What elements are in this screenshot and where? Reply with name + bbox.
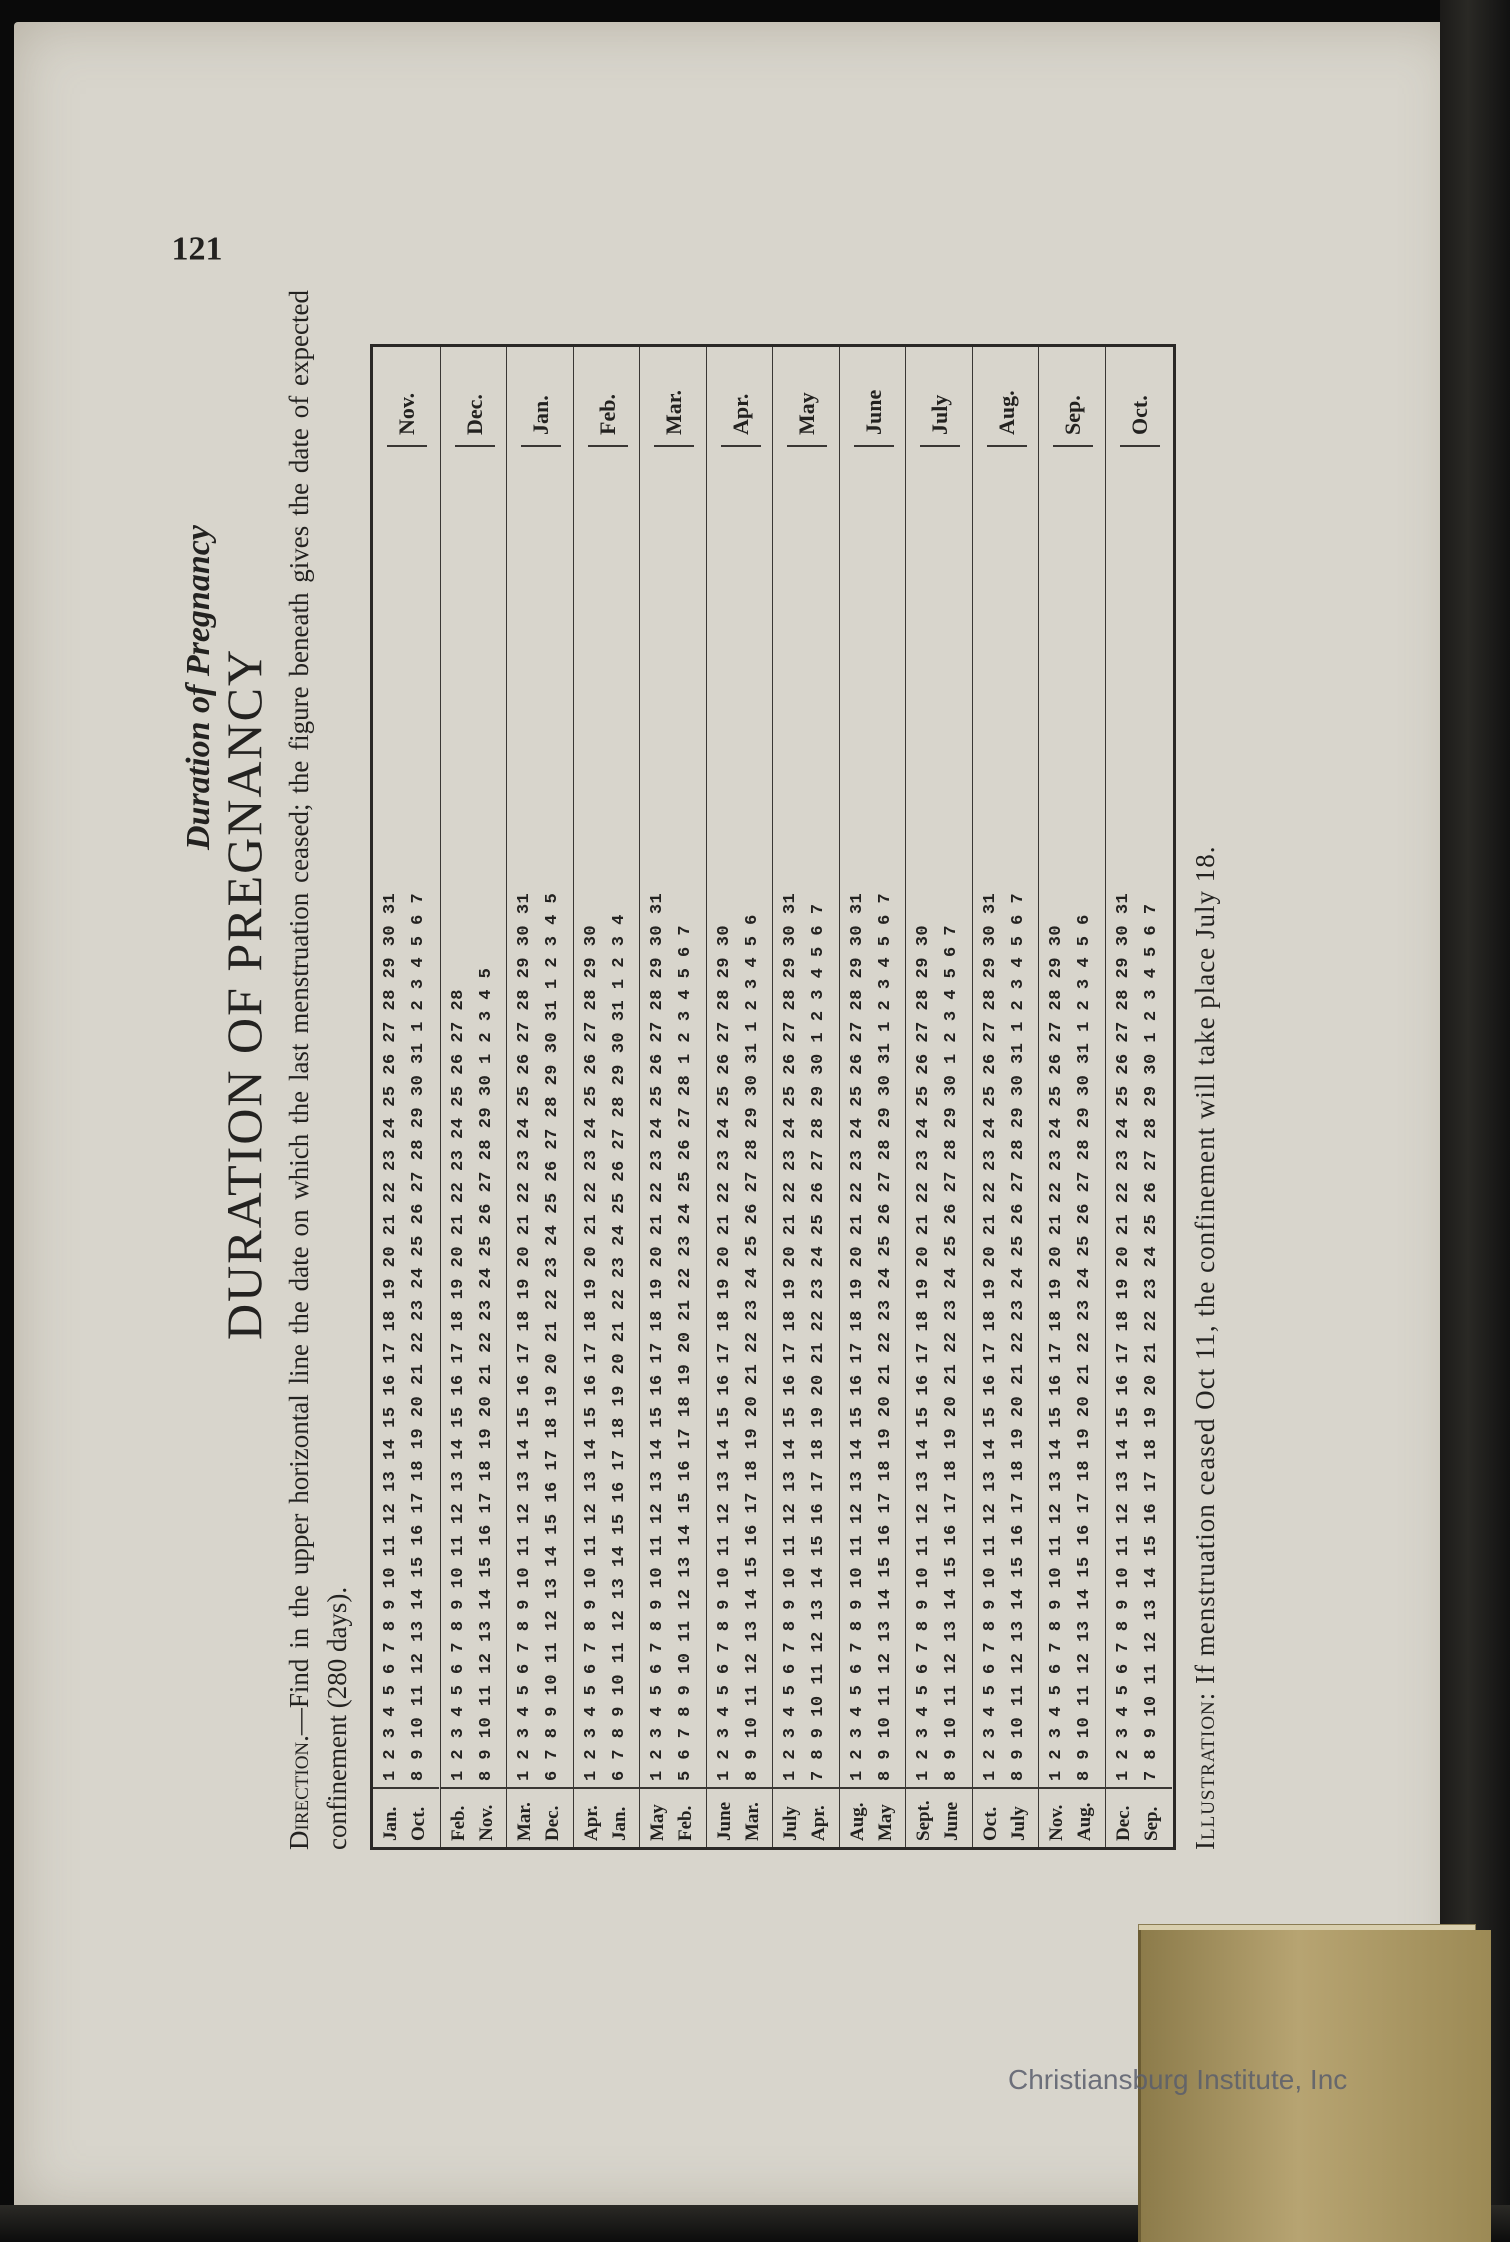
row-month-labels xyxy=(973,1787,1039,1847)
row-day-numbers xyxy=(578,491,634,1781)
direction-label: Direction. xyxy=(284,1735,314,1850)
table-row xyxy=(905,347,972,1847)
row-top-month: Mar. xyxy=(514,1802,535,1841)
table-row xyxy=(839,347,906,1847)
row-top-month: Sept. xyxy=(913,1800,934,1841)
page-title: DURATION OF PREGNANCY xyxy=(216,647,272,1340)
row-confinement-days: 5 6 7 8 9 10 11 12 13 14 15 16 17 18 19 20 21 22 23 24 25 26 27 28 1 2 3 4 5 6 7 xyxy=(676,924,695,1781)
row-menstruation-days: 1 2 3 4 5 6 7 8 9 10 11 12 13 14 15 16 17 18 19 20 21 22 23 24 25 26 27 28 29 30 31 xyxy=(515,892,534,1781)
row-bottom-month: Feb. xyxy=(675,1805,696,1841)
table-row xyxy=(573,347,640,1847)
row-top-month: June xyxy=(713,1801,735,1841)
row-overflow-month: Aug. xyxy=(987,343,1027,447)
table-row xyxy=(1105,347,1172,1847)
row-day-numbers xyxy=(777,491,833,1781)
row-bottom-month: May xyxy=(874,1804,896,1841)
row-confinement-days: 6 7 8 9 10 11 12 13 14 15 16 17 18 19 20 21 22 23 24 25 26 27 28 29 30 31 1 2 3 4 5 xyxy=(543,892,562,1781)
row-confinement-days: 8 9 10 11 12 13 14 15 16 17 18 19 20 21 22 23 24 25 26 27 28 29 30 31 1 2 3 4 5 6 7 xyxy=(875,892,895,1781)
row-bottom-month: June xyxy=(941,1801,962,1841)
row-overflow-month: Oct. xyxy=(1120,343,1160,447)
row-confinement-days: 8 9 10 11 12 13 14 15 16 17 18 19 20 21 22 23 24 25 26 27 28 29 30 31 1 2 3 4 5 6 xyxy=(742,914,762,1781)
row-day-numbers xyxy=(711,491,767,1781)
row-confinement-days: 8 9 10 11 12 13 14 15 16 17 18 19 20 21 22 23 24 25 26 27 28 29 30 31 1 2 3 4 5 6 7 xyxy=(409,892,428,1781)
row-confinement-days: 8 9 10 11 12 13 14 15 16 17 18 19 20 21 22 23 24 25 26 27 28 29 30 1 2 3 4 5 xyxy=(476,967,496,1781)
row-menstruation-days: 1 2 3 4 5 6 7 8 9 10 11 12 13 14 15 16 17 18 19 20 21 22 23 24 25 26 27 28 29 30 31 xyxy=(381,892,400,1781)
row-confinement-days: 8 9 10 11 12 13 14 15 16 17 18 19 20 21 22 23 24 25 26 27 28 29 30 1 2 3 4 5 6 7 xyxy=(942,924,961,1781)
table-row xyxy=(506,347,573,1847)
direction-text: —Find in the upper horizontal line the date on which the last menstruation ceased; the figure beneath gives the date of expected confinement (280 days). xyxy=(284,290,352,1850)
row-top-month: Jan. xyxy=(380,1806,401,1841)
row-month-labels xyxy=(574,1787,640,1847)
row-bottom-month: Oct. xyxy=(408,1806,429,1841)
illustration-text: If menstruation ceased Oct 11, the confinement will take place July 18. xyxy=(1190,845,1220,1692)
row-day-numbers xyxy=(377,491,433,1781)
row-month-labels xyxy=(640,1787,706,1847)
row-confinement-days: 7 8 9 10 11 12 13 14 15 16 17 18 19 20 21 22 23 24 25 26 27 28 29 30 1 2 3 4 5 6 7 xyxy=(809,903,828,1781)
row-day-numbers xyxy=(1043,491,1099,1781)
illustration-paragraph xyxy=(1190,290,1221,1850)
page-edge-shadow xyxy=(1440,0,1510,2242)
table-row xyxy=(972,347,1039,1847)
row-overflow-month: July xyxy=(920,343,960,447)
row-menstruation-days: 1 2 3 4 5 6 7 8 9 10 11 12 13 14 15 16 17 18 19 20 21 22 23 24 25 26 27 28 29 30 31 xyxy=(781,892,800,1781)
row-bottom-month: Sep. xyxy=(1140,1806,1162,1841)
row-day-numbers xyxy=(910,491,966,1781)
row-day-numbers xyxy=(977,491,1033,1781)
row-bottom-month: Dec. xyxy=(542,1805,563,1841)
row-bottom-month: July xyxy=(1007,1806,1029,1841)
rotated-page-content xyxy=(170,230,1260,1860)
row-bottom-month: Apr. xyxy=(808,1805,829,1841)
row-menstruation-days: 1 2 3 4 5 6 7 8 9 10 11 12 13 14 15 16 17 18 19 20 21 22 23 24 25 26 27 28 29 30 31 xyxy=(648,892,667,1781)
row-menstruation-days: 1 2 3 4 5 6 7 8 9 10 11 12 13 14 15 16 17 18 19 20 21 22 23 24 25 26 27 28 29 30 xyxy=(581,924,601,1781)
page-number: 121 xyxy=(171,230,223,268)
row-day-numbers xyxy=(445,491,501,1781)
row-top-month: Nov. xyxy=(1046,1804,1067,1841)
row-menstruation-days: 1 2 3 4 5 6 7 8 9 10 11 12 13 14 15 16 17 18 19 20 21 22 23 24 25 26 27 28 xyxy=(448,989,468,1781)
row-overflow-month: Mar. xyxy=(654,343,694,447)
row-menstruation-days: 1 2 3 4 5 6 7 8 9 10 11 12 13 14 15 16 17 18 19 20 21 22 23 24 25 26 27 28 29 30 xyxy=(914,924,933,1781)
row-month-labels xyxy=(773,1787,839,1847)
row-top-month: July xyxy=(780,1806,801,1841)
direction-paragraph xyxy=(280,290,356,1850)
row-menstruation-days: 1 2 3 4 5 6 7 8 9 10 11 12 13 14 15 16 17 18 19 20 21 22 23 24 25 26 27 28 29 30 31 xyxy=(980,892,1000,1781)
row-overflow-month: May xyxy=(787,343,827,447)
row-bottom-month: Jan. xyxy=(608,1806,630,1841)
row-overflow-month: Nov. xyxy=(387,343,427,447)
table-row xyxy=(440,347,507,1847)
table-row xyxy=(639,347,706,1847)
row-top-month: Feb. xyxy=(447,1805,469,1841)
row-month-labels xyxy=(441,1787,507,1847)
row-overflow-month: Sep. xyxy=(1053,343,1093,447)
row-top-month: Oct. xyxy=(979,1806,1001,1841)
row-menstruation-days: 1 2 3 4 5 6 7 8 9 10 11 12 13 14 15 16 17 18 19 20 21 22 23 24 25 26 27 28 29 30 xyxy=(714,924,734,1781)
row-overflow-month: Feb. xyxy=(588,343,628,447)
row-month-labels xyxy=(906,1787,972,1847)
illustration-label: Illustration: xyxy=(1190,1691,1220,1850)
row-day-numbers xyxy=(844,491,900,1781)
pregnancy-chart-table xyxy=(370,344,1176,1850)
row-month-labels xyxy=(1039,1787,1105,1847)
row-confinement-days: 8 9 10 11 12 13 14 15 16 17 18 19 20 21 22 23 24 25 26 27 28 29 30 31 1 2 3 4 5 6 7 xyxy=(1008,892,1028,1781)
row-bottom-month: Aug. xyxy=(1074,1802,1095,1841)
row-confinement-days: 6 7 8 9 10 11 12 13 14 15 16 17 18 19 20 21 22 23 24 25 26 27 28 29 30 31 1 2 3 4 xyxy=(609,914,629,1781)
row-menstruation-days: 1 2 3 4 5 6 7 8 9 10 11 12 13 14 15 16 17 18 19 20 21 22 23 24 25 26 27 28 29 30 31 xyxy=(1113,892,1133,1781)
row-top-month: Aug. xyxy=(846,1802,868,1841)
row-top-month: May xyxy=(647,1804,668,1841)
row-overflow-month: June xyxy=(854,343,894,447)
row-overflow-month: Apr. xyxy=(721,343,761,447)
row-day-numbers xyxy=(1110,491,1166,1781)
row-top-month: Dec. xyxy=(1112,1805,1134,1841)
row-confinement-days: 7 8 9 10 11 12 13 14 15 16 17 18 19 20 21 22 23 24 25 26 27 28 29 30 1 2 3 4 5 6 7 xyxy=(1141,903,1161,1781)
row-top-month: Apr. xyxy=(580,1805,602,1841)
row-month-labels xyxy=(840,1787,906,1847)
row-day-numbers xyxy=(511,491,567,1781)
row-month-labels xyxy=(1106,1787,1172,1847)
row-bottom-month: Mar. xyxy=(741,1802,763,1841)
row-bottom-month: Nov. xyxy=(475,1804,497,1841)
row-menstruation-days: 1 2 3 4 5 6 7 8 9 10 11 12 13 14 15 16 17 18 19 20 21 22 23 24 25 26 27 28 29 30 xyxy=(1047,924,1066,1781)
table-row xyxy=(1038,347,1105,1847)
row-month-labels xyxy=(707,1787,773,1847)
watermark: Christiansburg Institute, Inc xyxy=(1008,2064,1348,2095)
running-title: Duration of Pregnancy xyxy=(180,525,217,850)
table-row xyxy=(706,347,773,1847)
table-row xyxy=(373,347,439,1847)
row-menstruation-days: 1 2 3 4 5 6 7 8 9 10 11 12 13 14 15 16 17 18 19 20 21 22 23 24 25 26 27 28 29 30 31 xyxy=(847,892,867,1781)
row-month-labels xyxy=(373,1787,439,1847)
row-confinement-days: 8 9 10 11 12 13 14 15 16 17 18 19 20 21 22 23 24 25 26 27 28 29 30 31 1 2 3 4 5 6 xyxy=(1075,914,1094,1781)
row-overflow-month: Jan. xyxy=(521,343,561,447)
row-month-labels xyxy=(507,1787,573,1847)
row-overflow-month: Dec. xyxy=(455,343,495,447)
row-day-numbers xyxy=(644,491,700,1781)
table-row xyxy=(772,347,839,1847)
